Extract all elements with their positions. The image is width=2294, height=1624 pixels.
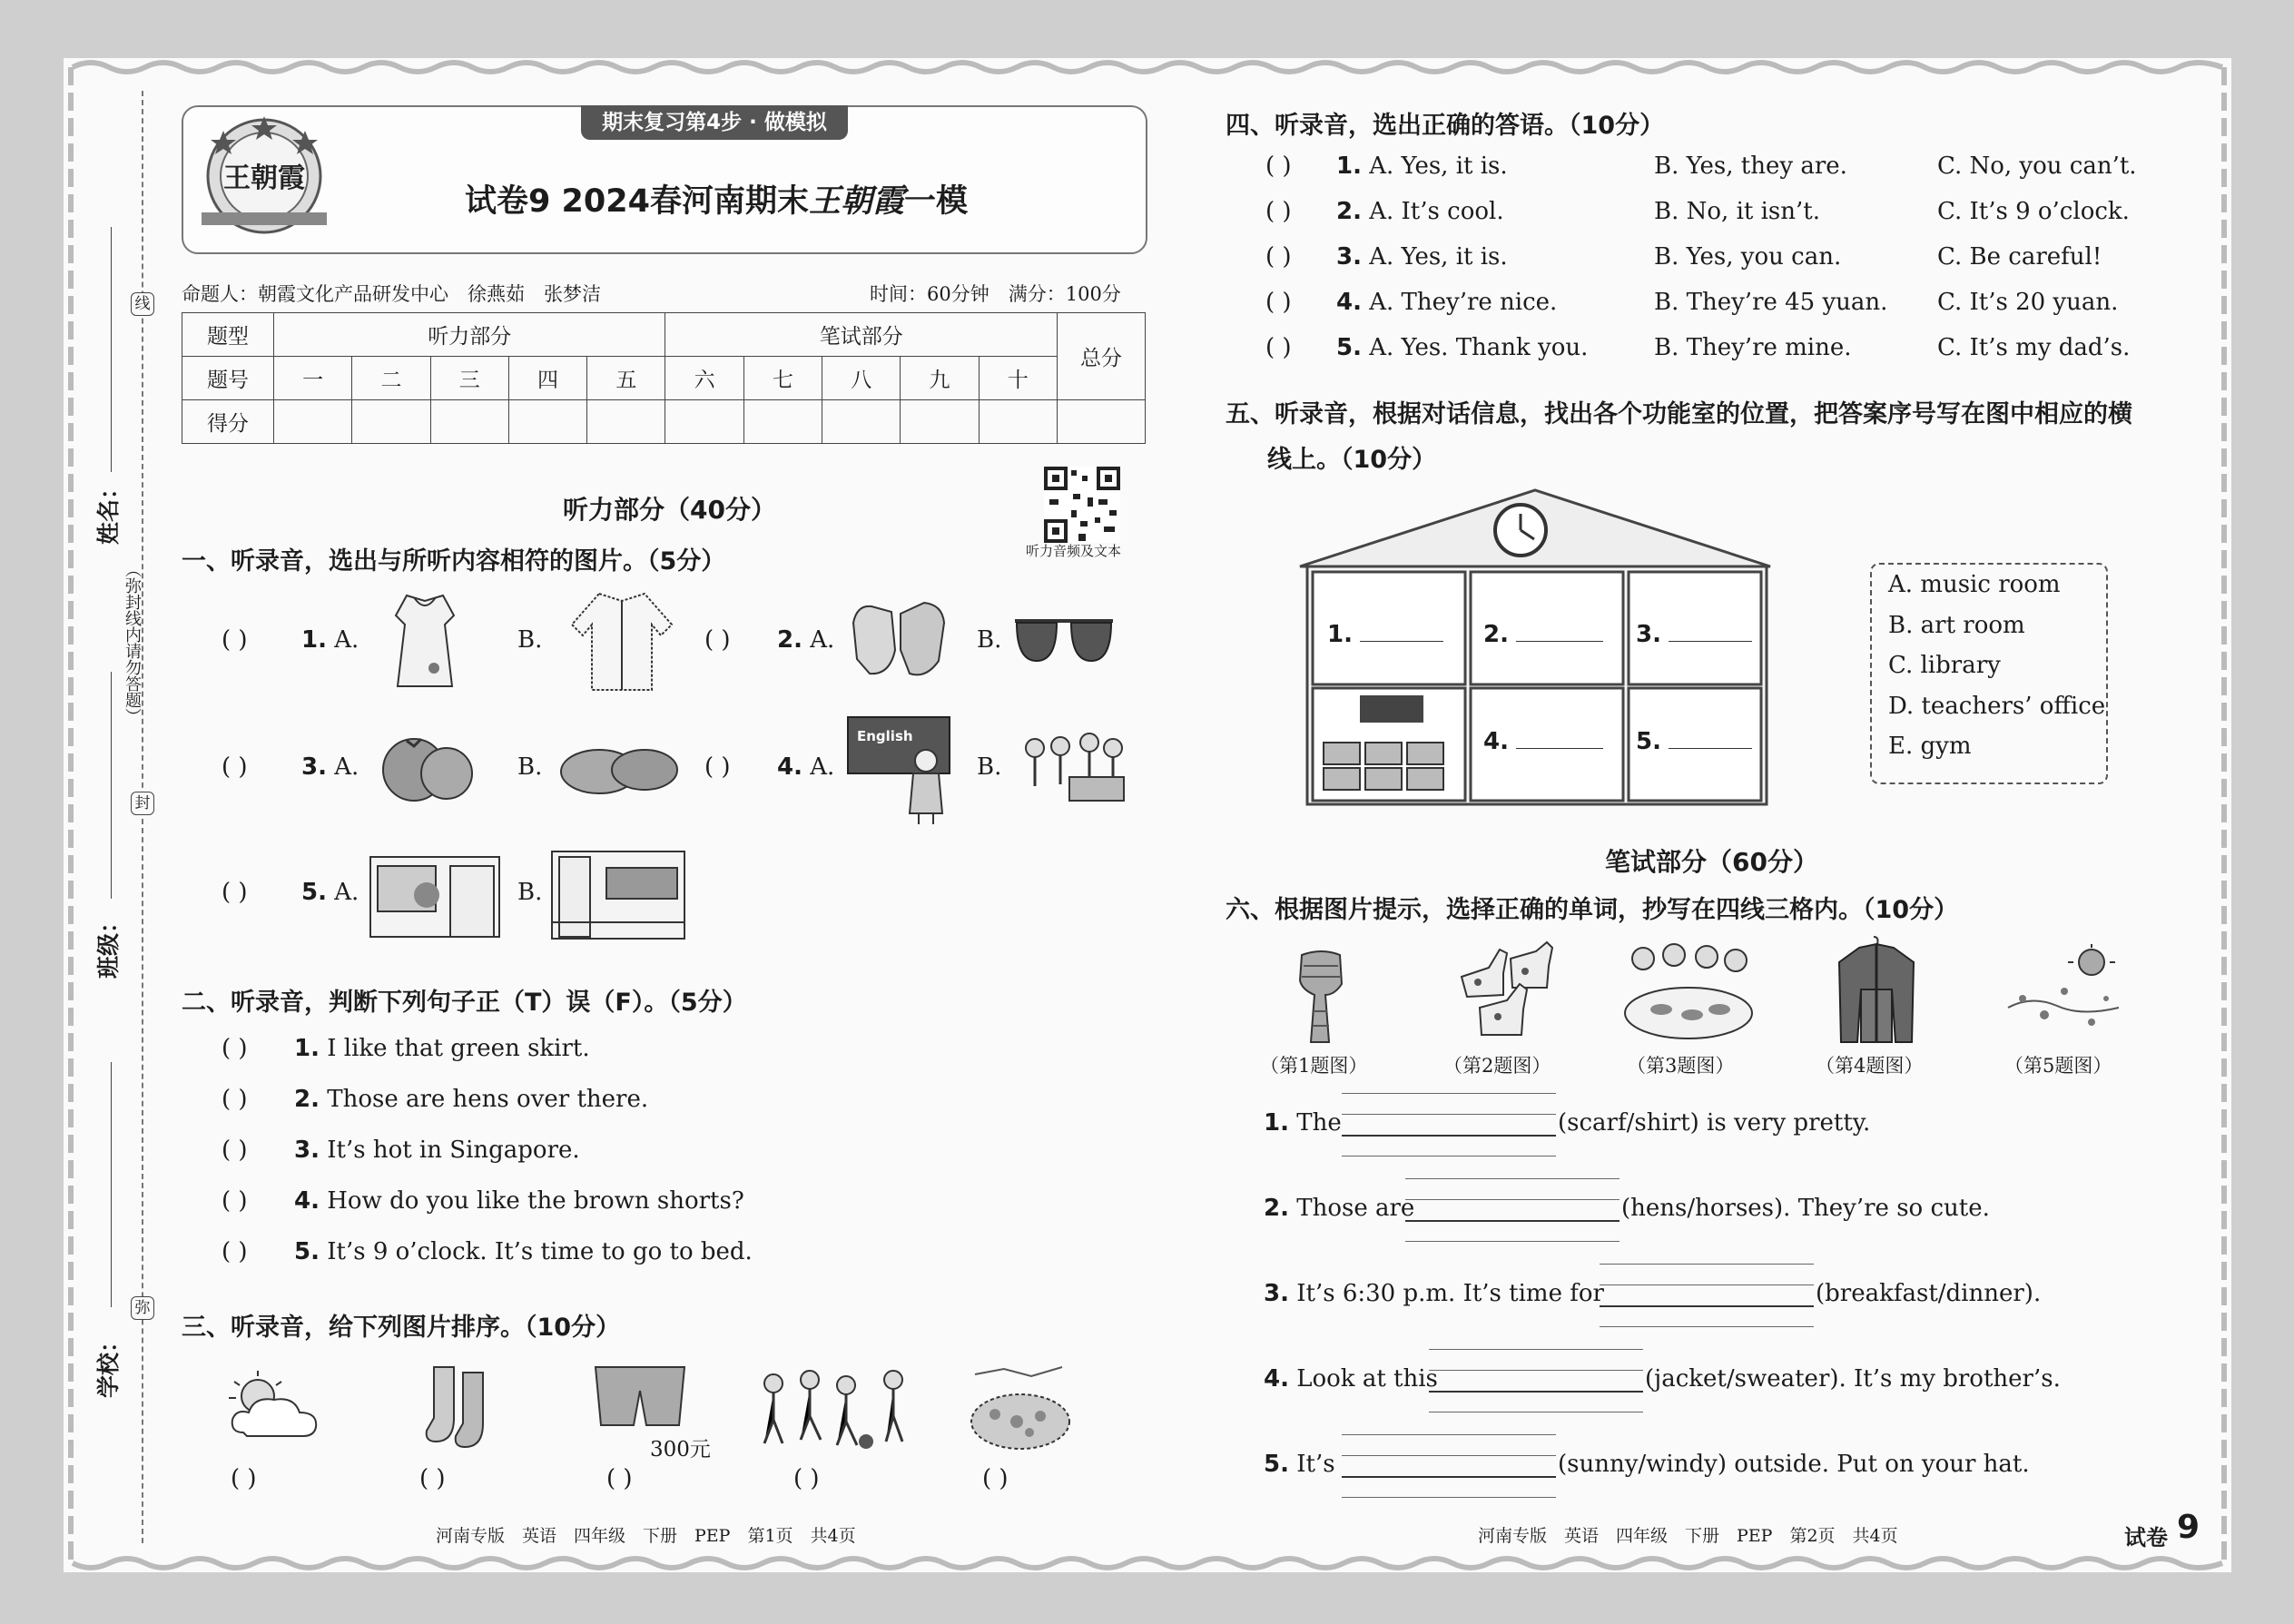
students-picture <box>1017 723 1131 810</box>
s3-title: 三、听录音，给下列图片排序。（10分） <box>182 1314 621 1342</box>
s4-q4-b: B. They’re 45 yuan. <box>1654 289 1888 316</box>
legend-item: A. music room <box>1888 571 2061 598</box>
room-b-picture <box>550 850 686 940</box>
score-table-cell: 九 <box>901 357 979 400</box>
answer-paren[interactable]: ( ) <box>1265 334 1292 361</box>
s5-title-line1: 五、听录音，根据对话信息，找出各个功能室的位置，把答案序号写在图中相应的横 <box>1226 400 2132 428</box>
name-field-label: 姓名： <box>95 476 122 545</box>
answer-paren[interactable]: ( ) <box>222 1187 248 1215</box>
score-input[interactable] <box>508 400 586 444</box>
qr-caption: 听力音频及文本 <box>1026 543 1122 559</box>
score-table-cell: 七 <box>743 357 822 400</box>
room-blank-3[interactable]: 3. <box>1636 621 1752 648</box>
s2-q3: 3. It’s hot in Singapore. <box>294 1137 580 1164</box>
teacher-picture <box>846 714 953 826</box>
answer-paren[interactable]: ( ) <box>222 1137 248 1164</box>
listening-title: 听力部分（40分） <box>563 495 776 525</box>
exam-time-score: 时间：60分钟 满分：100分 <box>870 283 1121 305</box>
s1-q4: 4. A. <box>777 753 835 781</box>
s1-q2: 2. A. <box>777 626 835 654</box>
score-input[interactable] <box>979 400 1057 444</box>
score-table-cell: 得分 <box>182 400 274 444</box>
score-input[interactable] <box>901 400 979 444</box>
windy-picture <box>2004 944 2122 1038</box>
s1-q1-b: B. <box>517 626 543 654</box>
score-table-cell: 三 <box>430 357 508 400</box>
svg-text:王朝霞: 王朝霞 <box>223 162 305 194</box>
s4-title: 四、听录音，选出正确的答语。（10分） <box>1226 112 1665 140</box>
s4-q5: 5. A. Yes. Thank you. <box>1336 334 1589 361</box>
s4-q5-b: B. They’re mine. <box>1654 334 1852 361</box>
seal-mark-feng: 封 <box>131 792 154 815</box>
dress-picture <box>379 588 470 694</box>
answer-paren[interactable]: ( ) <box>222 753 248 781</box>
score-table-cell: 题号 <box>182 357 274 400</box>
s4-q5-c: C. It’s my dad’s. <box>1937 334 2131 361</box>
s6-caption-3: （第3题图） <box>1627 1055 1735 1077</box>
score-table-cell: 十 <box>979 357 1057 400</box>
four-line-grid-5[interactable] <box>1342 1434 1556 1498</box>
price-label: 300元 <box>650 1438 711 1462</box>
s4-q2-b: B. No, it isn’t. <box>1654 198 1820 225</box>
answer-paren[interactable]: ( ) <box>1265 198 1292 225</box>
s4-q1-b: B. Yes, they are. <box>1654 153 1847 180</box>
s4-q3-c: C. Be careful! <box>1937 243 2102 271</box>
scarf-picture <box>1289 948 1353 1046</box>
horses-picture <box>1452 940 1565 1046</box>
answer-paren[interactable]: ( ) <box>419 1465 446 1492</box>
paper-number: 9 <box>2177 1509 2200 1546</box>
s4-q3: 3. A. Yes, it is. <box>1336 243 1508 271</box>
room-blank-5[interactable]: 5. <box>1636 728 1752 755</box>
score-input[interactable] <box>665 400 743 444</box>
s2-q4: 4. How do you like the brown shorts? <box>294 1187 744 1215</box>
s6-q2-post: (hens/horses). They’re so cute. <box>1621 1195 1990 1222</box>
s6-q5: 5. It’s <box>1264 1451 1335 1478</box>
s1-q5: 5. A. <box>301 879 359 906</box>
s1-title: 一、听录音，选出与所听内容相符的图片。（5分） <box>182 547 726 576</box>
legend-item: D. teachers’ office <box>1888 692 2106 720</box>
s1-q2-b: B. <box>977 626 1002 654</box>
four-line-grid-3[interactable] <box>1600 1264 1814 1327</box>
gloves-picture <box>844 595 953 686</box>
s1-q5-b: B. <box>517 879 543 906</box>
answer-paren[interactable]: ( ) <box>982 1465 1009 1492</box>
s2-q5: 5. It’s 9 o’clock. It’s time to go to bed. <box>294 1238 753 1265</box>
score-table-cell: 四 <box>508 357 586 400</box>
answer-paren[interactable]: ( ) <box>606 1465 633 1492</box>
answer-paren[interactable]: ( ) <box>1265 153 1292 180</box>
s6-q3: 3. It’s 6:30 p.m. It’s time for <box>1264 1280 1604 1307</box>
s6-caption-2: （第2题图） <box>1443 1055 1551 1077</box>
writing-title: 笔试部分（60分） <box>1605 847 1818 877</box>
school-field-line[interactable] <box>111 1062 112 1307</box>
answer-paren[interactable]: ( ) <box>222 879 248 906</box>
s1-q4-b: B. <box>977 753 1002 781</box>
s4-q1: 1. A. Yes, it is. <box>1336 153 1508 180</box>
answer-paren[interactable]: ( ) <box>704 753 731 781</box>
answer-paren[interactable]: ( ) <box>222 1086 248 1113</box>
seal-mark-mi: 弥 <box>131 1296 154 1320</box>
s6-q1-post: (scarf/shirt) is very pretty. <box>1558 1109 1871 1137</box>
s4-q2-c: C. It’s 9 o’clock. <box>1937 198 2130 225</box>
answer-paren[interactable]: ( ) <box>222 626 248 654</box>
answer-paren[interactable]: ( ) <box>222 1035 248 1062</box>
s1-q3: 3. A. <box>301 753 359 781</box>
room-blank-2[interactable]: 2. <box>1483 621 1603 648</box>
score-table-cell: 二 <box>352 357 430 400</box>
score-table-cell: 五 <box>587 357 665 400</box>
s1-q3-b: B. <box>517 753 543 781</box>
cloudy-sun-picture <box>222 1369 323 1443</box>
room-blank-4[interactable]: 4. <box>1483 728 1603 755</box>
name-field-line[interactable] <box>111 227 112 472</box>
publisher-logo <box>196 114 332 245</box>
room-a-picture <box>369 855 501 939</box>
s6-caption-4: （第4题图） <box>1816 1055 1924 1077</box>
s4-q2: 2. A. It’s cool. <box>1336 198 1504 225</box>
s6-caption-5: （第5题图） <box>2004 1055 2112 1077</box>
footer-left: 河南专版 英语 四年级 下册 PEP 第1页 共4页 <box>436 1526 856 1546</box>
jacket-picture <box>1836 935 1917 1046</box>
s6-q4-post: (jacket/sweater). It’s my brother’s. <box>1645 1365 2061 1393</box>
four-line-grid-4[interactable] <box>1429 1349 1643 1412</box>
tomatoes-picture <box>374 732 483 804</box>
score-table-cell: 一 <box>274 357 352 400</box>
score-table-cell: 八 <box>822 357 901 400</box>
score-table-cell: 六 <box>665 357 743 400</box>
score-table-header: 题型 <box>182 313 274 357</box>
score-input[interactable] <box>1058 400 1146 444</box>
answer-paren[interactable]: ( ) <box>222 1238 248 1265</box>
s2-title: 二、听录音，判断下列句子正（T）误（F）。（5分） <box>182 989 747 1017</box>
football-picture <box>755 1369 921 1452</box>
answer-paren[interactable]: ( ) <box>1265 243 1292 271</box>
score-input[interactable] <box>822 400 901 444</box>
s4-q1-c: C. No, you can’t. <box>1937 153 2137 180</box>
s1-q1: 1. A. <box>301 626 359 654</box>
answer-paren[interactable]: ( ) <box>1265 289 1292 316</box>
s2-q1: 1. I like that green skirt. <box>294 1035 590 1062</box>
seal-warning-note: （弥封线内请勿答题） <box>123 561 142 724</box>
score-table-header: 听力部分 <box>274 313 665 357</box>
header-box <box>182 105 1147 254</box>
farm-picture <box>968 1356 1073 1452</box>
s5-title-line2: 线上。（10分） <box>1267 446 1437 474</box>
s6-q5-post: (sunny/windy) outside. Put on your hat. <box>1558 1451 2030 1478</box>
svg-text:English: English <box>857 728 913 744</box>
s4-q3-b: B. Yes, you can. <box>1654 243 1842 271</box>
potatoes-picture <box>557 741 681 799</box>
class-field-line[interactable] <box>111 672 112 899</box>
qr-code-icon[interactable] <box>1044 467 1120 543</box>
class-field-label: 班级： <box>95 910 122 979</box>
score-input[interactable] <box>352 400 430 444</box>
score-input[interactable] <box>587 400 665 444</box>
paper-label: 试卷 <box>2124 1525 2168 1550</box>
four-line-grid-1[interactable] <box>1342 1093 1556 1156</box>
score-table-header: 笔试部分 <box>665 313 1058 357</box>
room-legend <box>1870 563 2108 784</box>
answer-paren[interactable]: ( ) <box>793 1465 820 1492</box>
school-field-label: 学校： <box>95 1329 122 1398</box>
seal-mark-xian: 线 <box>131 292 154 316</box>
legend-item: E. gym <box>1888 733 1972 760</box>
s6-q4: 4. Look at this <box>1264 1365 1438 1393</box>
room-blank-1[interactable]: 1. <box>1327 621 1443 648</box>
socks-picture <box>425 1363 499 1452</box>
s6-q2: 2. Those are <box>1264 1195 1415 1222</box>
score-table <box>182 312 1146 444</box>
shorts-picture <box>592 1363 688 1429</box>
s2-q2: 2. Those are hens over there. <box>294 1086 649 1113</box>
score-input[interactable] <box>274 400 352 444</box>
score-input[interactable] <box>743 400 822 444</box>
exam-authors: 命题人：朝霞文化产品研发中心 徐燕茹 张梦洁 <box>182 283 601 305</box>
header-ribbon: 期末复习第4步 · 做模拟 <box>581 105 848 140</box>
score-input[interactable] <box>430 400 508 444</box>
shirt-picture <box>563 588 681 695</box>
answer-paren[interactable]: ( ) <box>231 1465 257 1492</box>
sunglasses-picture <box>1009 615 1118 668</box>
s6-q1: 1. The <box>1264 1109 1342 1137</box>
legend-item: C. library <box>1888 652 2001 679</box>
four-line-grid-2[interactable] <box>1405 1178 1620 1242</box>
exam-title: 试卷9 2024春河南期末王朝霞一模 <box>465 182 968 220</box>
legend-item: B. art room <box>1888 611 2025 639</box>
answer-paren[interactable]: ( ) <box>704 626 731 654</box>
footer-right: 河南专版 英语 四年级 下册 PEP 第2页 共4页 <box>1478 1526 1898 1546</box>
score-table-header: 总分 <box>1058 313 1146 400</box>
s6-q3-post: (breakfast/dinner). <box>1816 1280 2042 1307</box>
dinner-picture <box>1620 940 1756 1042</box>
s4-q4: 4. A. They’re nice. <box>1336 289 1558 316</box>
s6-caption-1: （第1题图） <box>1260 1055 1368 1077</box>
s4-q4-c: C. It’s 20 yuan. <box>1937 289 2119 316</box>
s6-title: 六、根据图片提示，选择正确的单词，抄写在四线三格内。（10分） <box>1226 896 1959 924</box>
